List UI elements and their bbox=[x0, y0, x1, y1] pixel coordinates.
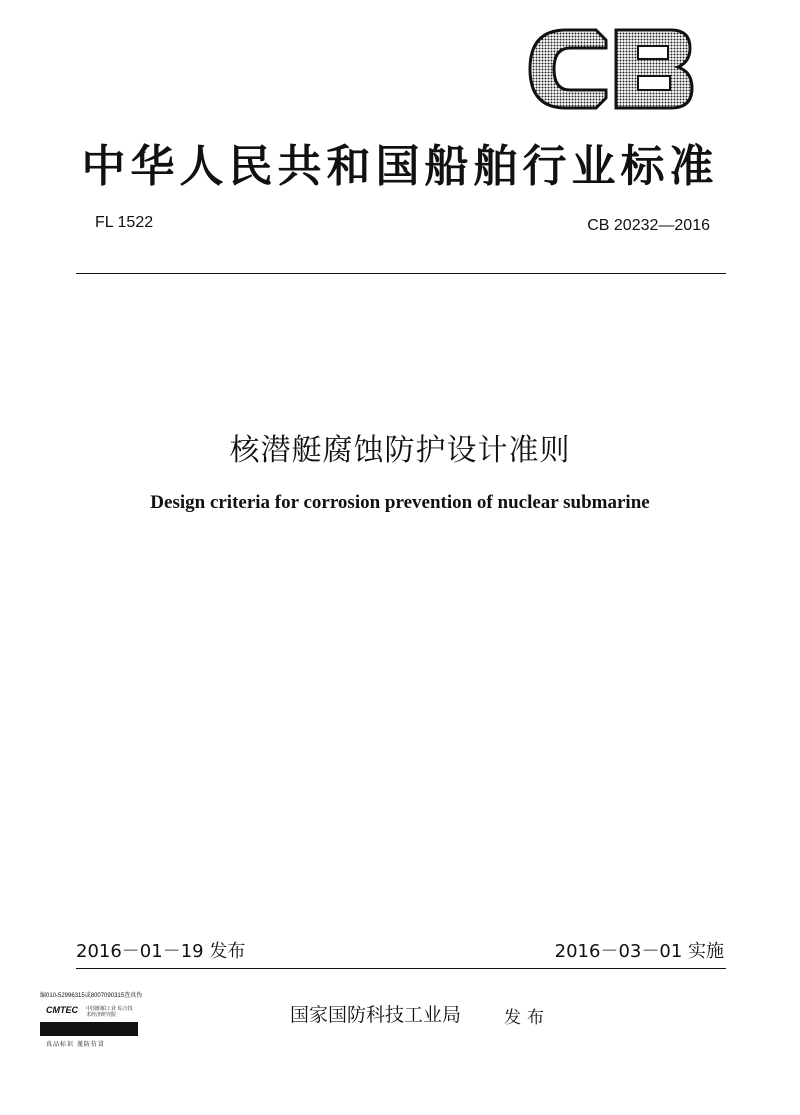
standard-number: CB 20232—2016 bbox=[587, 217, 710, 234]
document-title-zh: 核潜艇腐蚀防护设计准则 bbox=[229, 433, 571, 468]
document-title-en: Design criteria for corrosion prevention of nuclear submarine bbox=[150, 492, 650, 513]
footer-divider bbox=[76, 968, 726, 969]
label-footer-text: 真品标识 谨防仿冒 bbox=[46, 1041, 105, 1048]
cb-logo bbox=[526, 26, 696, 112]
implementation-date: 2016－03－01 实施 bbox=[554, 941, 724, 962]
label-brand-logo: CMTEC bbox=[46, 1005, 78, 1015]
label-organization: 中国船舶工业 综合技术经济研究院 bbox=[86, 1006, 133, 1018]
issue-date: 2016－01－19 发布 bbox=[76, 941, 246, 962]
standard-category-title: 中华人民共和国船舶行业标准 bbox=[81, 141, 719, 192]
classification-code: FL 1522 bbox=[95, 214, 154, 231]
label-verify-code: 编010-52996315或8007090315查真伪 bbox=[40, 993, 143, 999]
publisher: 国家国防科技工业局 bbox=[290, 1004, 462, 1026]
label-black-bar bbox=[40, 1022, 138, 1036]
publisher-action: 发布 bbox=[504, 1008, 550, 1028]
header-divider bbox=[76, 273, 726, 274]
